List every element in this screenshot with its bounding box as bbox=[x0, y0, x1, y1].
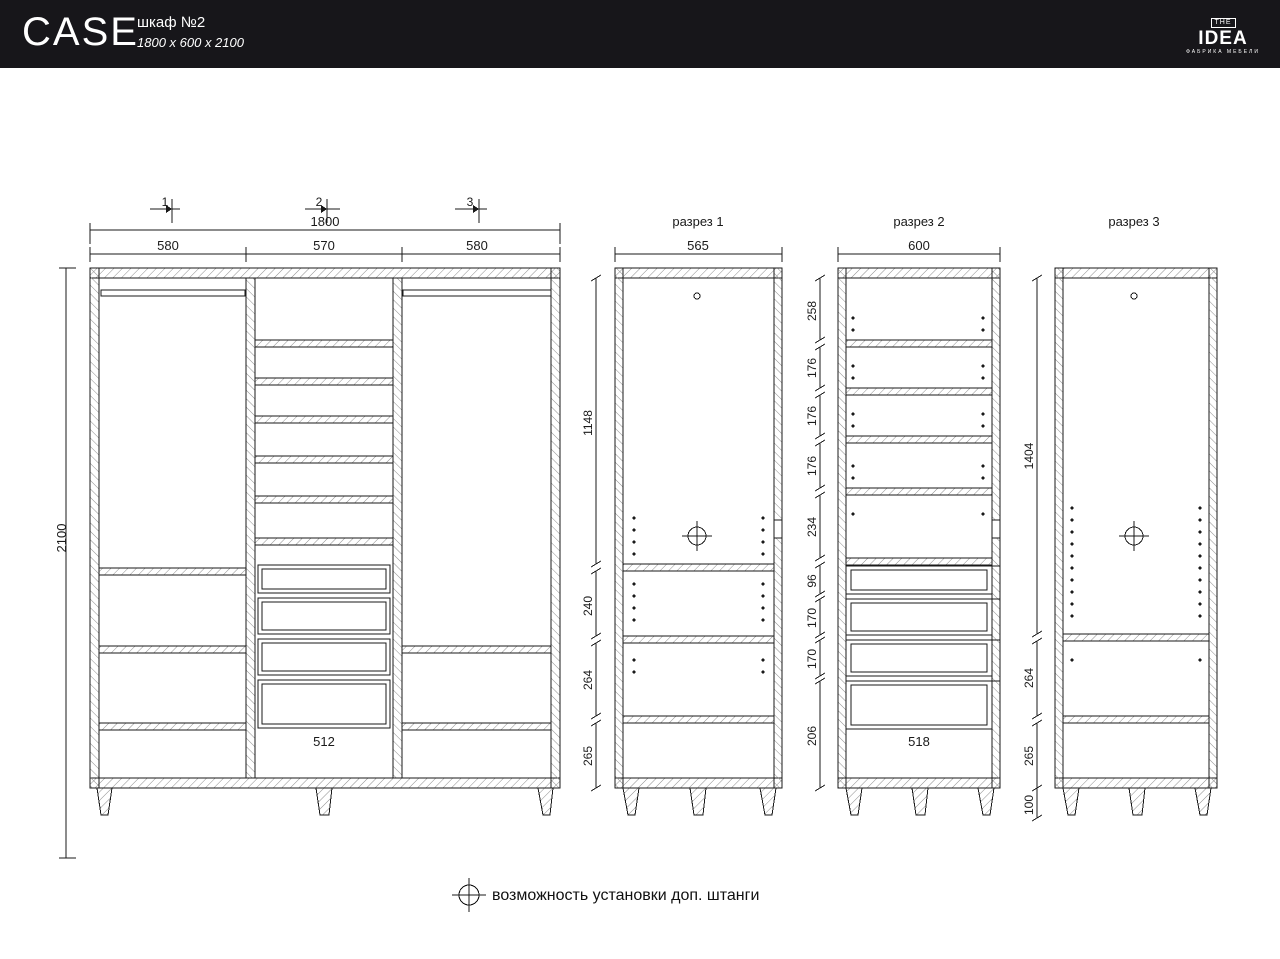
legend-label: возможность установки доп. штанги bbox=[492, 887, 760, 904]
sec1-dim-264: 264 bbox=[581, 669, 595, 691]
front-drawer-1 bbox=[258, 565, 390, 593]
front-leg-right bbox=[538, 788, 553, 815]
front-leg-mid bbox=[316, 788, 332, 815]
page-header bbox=[0, 0, 1280, 68]
sec2-caption: разрез 2 bbox=[893, 214, 945, 229]
sec1-leg-mid bbox=[690, 788, 706, 815]
section-mark-2-label: 2 bbox=[315, 195, 323, 209]
sec2-width-label: 600 bbox=[908, 238, 930, 253]
sec3-caption: разрез 3 bbox=[1108, 214, 1160, 229]
logo-the-text: THE bbox=[1211, 18, 1236, 28]
brand-logo bbox=[1184, 11, 1262, 55]
sec3-leg-right bbox=[1195, 788, 1211, 815]
sec3-rod-hole bbox=[1131, 293, 1137, 299]
legend-rod-icon bbox=[452, 878, 486, 912]
sec1-leg-right bbox=[760, 788, 776, 815]
front-total-width-label: 1800 bbox=[310, 214, 340, 229]
logo-factory-text: ФАБРИКА МЕБЕЛИ bbox=[1186, 49, 1260, 55]
sec2-hinge bbox=[992, 520, 1000, 538]
sec3-dim-264: 264 bbox=[1022, 667, 1036, 689]
front-right-rail bbox=[403, 290, 551, 296]
sec1-dim-240: 240 bbox=[581, 595, 595, 617]
front-bay2-width-label: 570 bbox=[313, 238, 335, 253]
sec1-rod-hole bbox=[694, 293, 700, 299]
sec1-drill-holes bbox=[632, 516, 764, 673]
sec1-hinge bbox=[774, 520, 782, 538]
logo-idea-text: IDEA bbox=[1198, 28, 1248, 49]
sec2-drawer-width-label: 518 bbox=[908, 734, 930, 749]
sec1-dim-265: 265 bbox=[581, 745, 595, 767]
sec3-leg-mid bbox=[1129, 788, 1145, 815]
sec3-carcass bbox=[1055, 268, 1217, 788]
sec3-rod-target-icon bbox=[1119, 521, 1149, 551]
sec2-dim-176b: 176 bbox=[805, 405, 819, 427]
sec2-dim-170b: 170 bbox=[805, 648, 819, 670]
page-title: CASE bbox=[22, 10, 139, 54]
front-total-height-label: 2100 bbox=[54, 523, 69, 553]
sec2-dim-176a: 176 bbox=[805, 357, 819, 379]
sec2-leg-right bbox=[978, 788, 994, 815]
section-mark-1-label: 1 bbox=[161, 195, 169, 209]
sec1-dim-1148: 1148 bbox=[581, 410, 595, 436]
front-drawer-3 bbox=[258, 639, 390, 675]
front-leg-left bbox=[97, 788, 112, 815]
sec2-dim-170a: 170 bbox=[805, 607, 819, 629]
front-drawer-4 bbox=[258, 680, 390, 728]
sec2-dim-176c: 176 bbox=[805, 455, 819, 477]
sec1-leg-left bbox=[623, 788, 639, 815]
technical-drawing bbox=[0, 68, 1280, 959]
front-left-rail bbox=[101, 290, 245, 296]
product-name: шкаф №2 bbox=[137, 14, 206, 31]
section-mark-3-label: 3 bbox=[466, 195, 474, 209]
product-dimensions: 1800 x 600 x 2100 bbox=[137, 35, 244, 50]
sec3-dim-265: 265 bbox=[1022, 745, 1036, 767]
sec2-leg-mid bbox=[912, 788, 928, 815]
sec1-carcass bbox=[615, 268, 782, 788]
sec2-dim-206: 206 bbox=[805, 725, 819, 747]
sec2-drawer-2 bbox=[846, 599, 992, 635]
front-drawer-width-label: 512 bbox=[313, 734, 335, 749]
front-bay3-width-label: 580 bbox=[466, 238, 488, 253]
sec2-dim-258: 258 bbox=[805, 300, 819, 322]
sec1-width-label: 565 bbox=[687, 238, 709, 253]
sec2-dim-96: 96 bbox=[805, 574, 819, 588]
sec1-rod-target-icon bbox=[682, 521, 712, 551]
sec3-dim-1404: 1404 bbox=[1022, 442, 1036, 470]
sec1-caption: разрез 1 bbox=[672, 214, 724, 229]
sec2-dim-234: 234 bbox=[805, 516, 819, 538]
front-bay1-width-label: 580 bbox=[157, 238, 179, 253]
sec2-drawer-1 bbox=[846, 566, 992, 594]
front-drawer-2 bbox=[258, 598, 390, 634]
sec3-leg-left bbox=[1063, 788, 1079, 815]
sec3-dim-100: 100 bbox=[1022, 794, 1036, 816]
sec2-drawer-3 bbox=[846, 640, 992, 676]
sec2-leg-left bbox=[846, 788, 862, 815]
sec2-drawer-4 bbox=[846, 681, 992, 729]
